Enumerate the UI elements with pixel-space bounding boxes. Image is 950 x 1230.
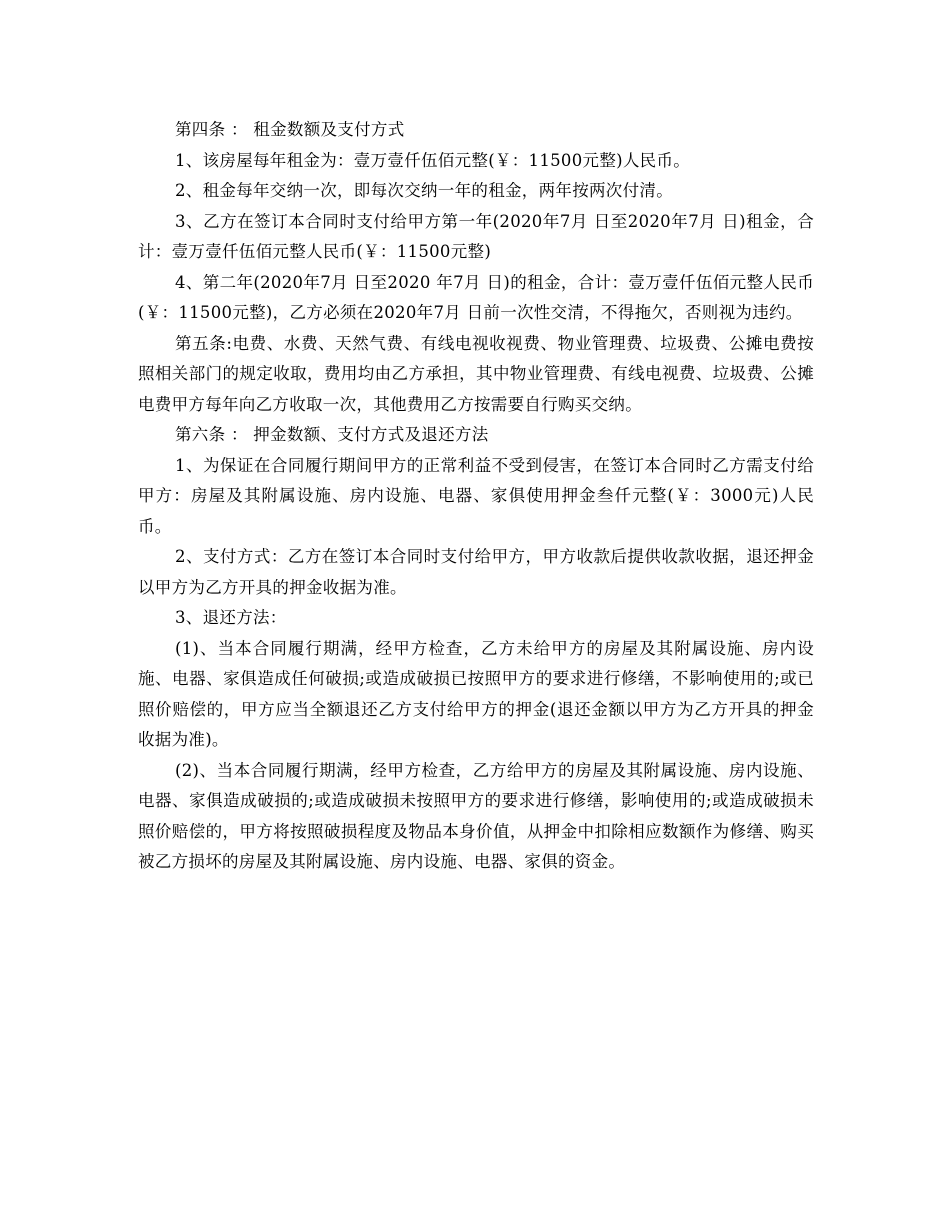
article-6-heading: 第六条 ： 押金数额、支付方式及退还方法 (175, 425, 489, 444)
refund-item-1: (1)、当本合同履行期满，经甲方检查，乙方未给甲方的房屋及其附属设施、房内设施、电器、家俱造成任何破损;或造成破损已按照甲方的要求进行修缮，不影响使用的;或已照价赔偿的，甲方应当全额退还乙方支付给甲方的押金(退还金额以甲方为乙方开具的押金收据为准)。 (138, 638, 814, 749)
article-4-clause-1: 1、该房屋每年租金为：壹万壹仟伍佰元整(￥：11500元整)人民币。 (175, 150, 691, 170)
article-6-clause-2: 2、支付方式：乙方在签订本合同时支付给甲方，甲方收款后提供收款收据，退还押金以甲方为乙方开具的押金收据为准。 (138, 547, 814, 597)
document-page (138, 115, 814, 878)
article-6-clause-1: 1、为保证在合同履行期间甲方的正常利益不受到侵害，在签订本合同时乙方需支付给甲方：房屋及其附属设施、房内设施、电器、家俱使用押金叁仟元整(￥：3000元)人民币。 (138, 455, 814, 536)
refund-item-2: (2)、当本合同履行期满，经甲方检查，乙方给甲方的房屋及其附属设施、房内设施、电器、家俱造成破损的;或造成破损未按照甲方的要求进行修缮，影响使用的;或造成破损未照价赔偿的，甲方将按照破损程度及物品本身价值，从押金中扣除相应数额作为修缮、购买被乙方损坏的房屋及其附属设施、房内设施、电器、家俱的资金。 (138, 760, 814, 871)
article-6-clause-3: 3、退还方法： (175, 608, 287, 627)
article-4-clause-2: 2、租金每年交纳一次，即每次交纳一年的租金，两年按两次付清。 (175, 181, 673, 200)
article-4-clause-3: 3、乙方在签订本合同时支付给甲方第一年(2020年7月 日至2020年7月 日)租金，合计：壹万壹仟伍佰元整人民币(￥：11500元整) (138, 211, 814, 261)
article-4-clause-4: 4、第二年(2020年7月 日至2020 年7月 日)的租金，合计：壹万壹仟伍佰元整人民币(￥：11500元整)，乙方必须在2020年7月 日前一次性交清，不得拖欠，否则视为违约。 (138, 272, 814, 322)
article-4-heading: 第四条 ： 租金数额及支付方式 (175, 120, 405, 139)
article-5-paragraph: 第五条:电费、水费、天然气费、有线电视收视费、物业管理费、垃圾费、公摊电费按照相关部门的规定收取，费用均由乙方承担，其中物业管理费、有线电视费、垃圾费、公摊电费甲方每年向乙方收取一次，其他费用乙方按需要自行购买交纳。 (138, 333, 814, 414)
